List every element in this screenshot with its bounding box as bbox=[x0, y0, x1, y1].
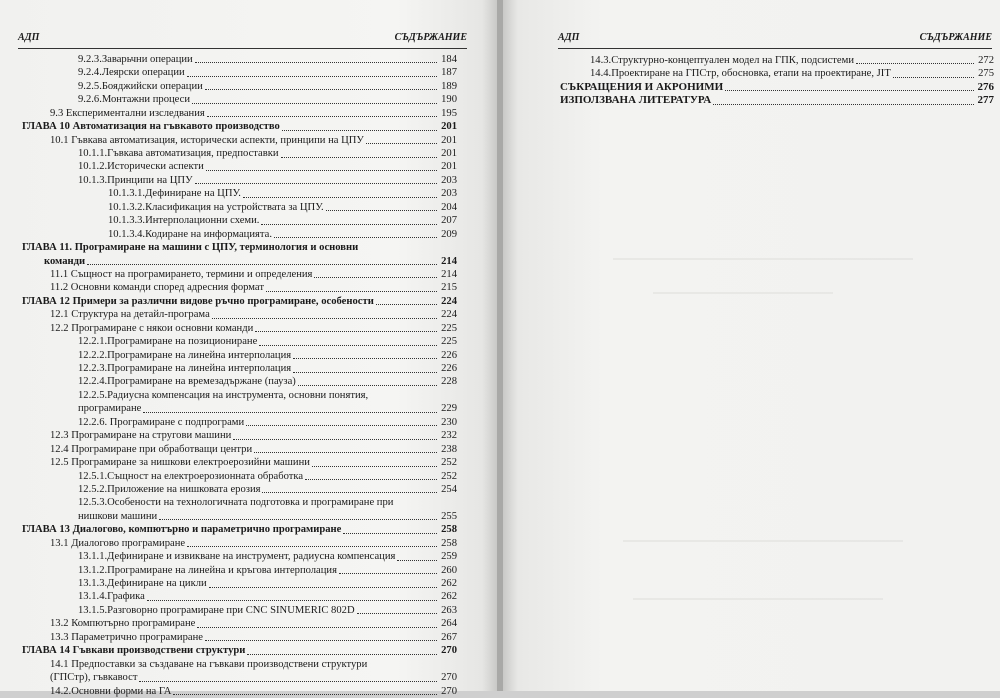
toc-entry-title: 10.1.3.2.Класификация на устройствата за ЦПУ. bbox=[108, 201, 324, 213]
toc-entry-title: СЪКРАЩЕНИЯ И АКРОНИМИ bbox=[560, 80, 724, 93]
toc-entry-title: 13.1.1.Дефиниране и извикване на инструмент, радиусна компенсация bbox=[78, 551, 396, 563]
toc-entry-title: 14.2.Основни форми на ГА bbox=[50, 685, 172, 697]
toc-entry-title: 12.2.2.Програмиране на линейна интерполация bbox=[78, 349, 292, 361]
dot-leader bbox=[274, 228, 437, 238]
toc-entry bbox=[22, 335, 457, 348]
table-of-contents bbox=[560, 54, 994, 108]
toc-entry-title: 12.3 Програмиране на стругови машини bbox=[50, 430, 232, 442]
dot-leader bbox=[370, 390, 437, 399]
toc-entry-title: ГЛАВА 12 Примери за различни видове ръчно програмиране, особености bbox=[22, 295, 374, 307]
toc-entry bbox=[22, 604, 457, 617]
dot-leader bbox=[856, 54, 974, 64]
toc-entry bbox=[22, 564, 457, 577]
toc-entry bbox=[22, 483, 457, 496]
toc-entry bbox=[22, 268, 457, 281]
toc-entry-title: 13.1.4.Графика bbox=[78, 591, 145, 603]
dot-leader bbox=[247, 645, 437, 655]
toc-entry bbox=[22, 510, 457, 523]
toc-entry-title: 14.3.Структурно-концептуален модел на ГПК, подсистеми bbox=[590, 54, 854, 66]
toc-entry bbox=[22, 107, 457, 120]
toc-entry bbox=[22, 591, 457, 604]
toc-entry-title: 12.1 Структура на детайл-програма bbox=[50, 309, 210, 321]
show-through-text bbox=[653, 292, 833, 294]
dot-leader bbox=[713, 95, 974, 105]
dot-leader bbox=[397, 551, 437, 561]
toc-page-number: 190 bbox=[441, 94, 457, 106]
dot-leader bbox=[143, 403, 437, 413]
toc-entry-title: ГЛАВА 10 Автоматизация на гъвкавото производство bbox=[22, 121, 280, 133]
toc-page-number: 262 bbox=[441, 591, 457, 603]
toc-entry-title: ГЛАВА 13 Диалогово, компютърно и параметрично програмиране bbox=[22, 524, 342, 536]
toc-entry-title: 13.2 Компютърно програмиране bbox=[50, 618, 196, 630]
dot-leader bbox=[360, 243, 437, 252]
toc-page-number: 258 bbox=[441, 537, 457, 549]
toc-entry bbox=[22, 550, 457, 563]
toc-page-number: 277 bbox=[977, 94, 994, 107]
toc-page-number: 230 bbox=[441, 416, 457, 428]
toc-entry-title: 12.5.3.Особености на технологичната подготовка и програмиране при bbox=[78, 497, 394, 509]
dot-leader bbox=[206, 161, 437, 171]
toc-page-number: 259 bbox=[441, 551, 457, 563]
toc-entry-title: ГЛАВА 11. Програмиране на машини с ЦПУ, терминология и основни bbox=[22, 242, 359, 254]
toc-page-number: 204 bbox=[441, 201, 457, 213]
dot-leader bbox=[87, 255, 437, 265]
toc-entry-title: 12.2.3.Програмиране на линейна интерполация bbox=[78, 363, 292, 375]
toc-entry-title: 9.2.4.Леярски операции bbox=[78, 67, 185, 79]
toc-entry-title: 11.1 Същност на програмирането, термини и определения bbox=[50, 268, 313, 280]
dot-leader bbox=[209, 578, 437, 588]
dot-leader bbox=[395, 498, 437, 507]
toc-entry-title: 12.2.1.Програмиране на позициониране bbox=[78, 336, 258, 348]
dot-leader bbox=[725, 81, 974, 91]
toc-page-number: 225 bbox=[441, 322, 457, 334]
toc-chapter-entry bbox=[22, 295, 457, 308]
dot-leader bbox=[254, 443, 437, 453]
toc-entry-title: 13.1.3.Дефиниране на цикли bbox=[78, 578, 207, 590]
toc-page-number: 203 bbox=[441, 188, 457, 200]
toc-page-number: 226 bbox=[441, 363, 457, 375]
toc-entry-title: нишкови машини bbox=[78, 510, 158, 522]
toc-entry bbox=[22, 429, 457, 442]
dot-leader bbox=[893, 68, 974, 78]
toc-page-number: 187 bbox=[441, 67, 457, 79]
toc-entry bbox=[22, 389, 457, 402]
toc-entry-title: 9.3 Експериментални изследвания bbox=[50, 107, 205, 119]
toc-page-number: 252 bbox=[441, 470, 457, 482]
dot-leader bbox=[357, 604, 437, 614]
toc-chapter-entry bbox=[22, 523, 457, 536]
toc-page-number: 275 bbox=[978, 68, 994, 80]
toc-entry bbox=[22, 228, 457, 241]
toc-page-number: 224 bbox=[441, 309, 457, 321]
header-rule bbox=[558, 48, 992, 49]
toc-entry-title: 10.1 Гъвкава автоматизация, исторически аспекти, принципи на ЦПУ bbox=[50, 134, 364, 146]
toc-entry bbox=[22, 456, 457, 469]
toc-entry-title: ИЗПОЛЗВАНА ЛИТЕРАТУРА bbox=[560, 94, 712, 107]
toc-entry-title: 12.5.2.Приложение на нишковата ерозия bbox=[78, 483, 261, 495]
toc-page-number: 203 bbox=[441, 174, 457, 186]
toc-entry-title: 10.1.3.4.Кодиране на информацията. bbox=[108, 228, 272, 240]
toc-entry-title: 12.2.5.Радиусна компенсация на инструмента, основни понятия, bbox=[78, 389, 369, 401]
toc-entry bbox=[22, 362, 457, 375]
toc-page-number: 228 bbox=[441, 376, 457, 388]
header-rule bbox=[18, 48, 467, 49]
dot-leader bbox=[187, 67, 437, 77]
toc-page-number: 263 bbox=[441, 604, 457, 616]
toc-entry bbox=[22, 53, 457, 66]
toc-chapter-entry bbox=[560, 94, 994, 107]
dot-leader bbox=[212, 309, 437, 319]
running-head-right: СЪДЪРЖАНИЕ bbox=[394, 32, 467, 43]
toc-entry-title: (ГПСтр), гъвкавост bbox=[50, 672, 138, 684]
toc-page-number: 232 bbox=[441, 430, 457, 442]
toc-entry-title: 14.1 Предпоставки за създаване на гъвкави производствени структури bbox=[50, 658, 368, 670]
dot-leader bbox=[233, 430, 437, 440]
toc-page-number: 270 bbox=[441, 672, 457, 684]
toc-page-number: 276 bbox=[977, 80, 994, 93]
toc-entry bbox=[22, 376, 457, 389]
dot-leader bbox=[326, 201, 437, 211]
toc-entry-title: 9.2.3.Заварьчни операции bbox=[78, 53, 193, 65]
toc-page-number: 215 bbox=[441, 282, 457, 294]
toc-entry-title: команди bbox=[44, 255, 86, 267]
toc-page-number: 214 bbox=[441, 255, 457, 267]
dot-leader bbox=[369, 659, 437, 668]
toc-page-number: 258 bbox=[441, 524, 457, 536]
dot-leader bbox=[246, 416, 437, 426]
toc-entry-title: 13.1 Диалогово програмиране bbox=[50, 537, 186, 549]
dot-leader bbox=[293, 349, 437, 359]
dot-leader bbox=[261, 215, 437, 225]
dot-leader bbox=[159, 510, 437, 520]
toc-entry bbox=[22, 93, 457, 106]
toc-chapter-entry bbox=[560, 81, 994, 94]
toc-entry-title: ГЛАВА 14 Гъвкави производствени структури bbox=[22, 645, 246, 657]
toc-entry bbox=[560, 67, 994, 80]
toc-entry bbox=[22, 201, 457, 214]
toc-entry bbox=[22, 416, 457, 429]
dot-leader bbox=[259, 336, 437, 346]
toc-entry-title: 10.1.2.Исторически аспекти bbox=[78, 161, 204, 173]
toc-entry bbox=[22, 402, 457, 415]
toc-page-number: 262 bbox=[441, 578, 457, 590]
toc-entry bbox=[22, 685, 457, 698]
dot-leader bbox=[187, 537, 437, 547]
toc-entry-title: 12.2 Програмиране с някои основни команди bbox=[50, 322, 254, 334]
right-page bbox=[503, 0, 1000, 691]
toc-page-number: 226 bbox=[441, 349, 457, 361]
dot-leader bbox=[281, 148, 437, 158]
toc-page-number: 184 bbox=[441, 53, 457, 65]
table-of-contents bbox=[22, 53, 457, 698]
toc-entry bbox=[22, 214, 457, 227]
toc-page-number: 229 bbox=[441, 403, 457, 415]
toc-entry bbox=[22, 281, 457, 294]
dot-leader bbox=[305, 470, 437, 480]
dot-leader bbox=[195, 53, 437, 63]
toc-chapter-entry bbox=[22, 241, 457, 254]
toc-entry bbox=[22, 187, 457, 200]
dot-leader bbox=[195, 174, 437, 184]
toc-page-number: 224 bbox=[441, 295, 457, 307]
dot-leader bbox=[255, 322, 437, 332]
toc-entry bbox=[22, 161, 457, 174]
toc-entry bbox=[22, 80, 457, 93]
toc-page-number: 201 bbox=[441, 161, 457, 173]
dot-leader bbox=[205, 80, 437, 90]
toc-entry-title: 10.1.3.Принципи на ЦПУ bbox=[78, 174, 193, 186]
left-page bbox=[0, 0, 497, 697]
toc-chapter-entry bbox=[22, 644, 457, 657]
dot-leader bbox=[282, 121, 437, 131]
toc-entry bbox=[22, 134, 457, 147]
running-head-left: АДП bbox=[18, 32, 40, 43]
dot-leader bbox=[266, 282, 437, 292]
toc-entry bbox=[22, 577, 457, 590]
toc-entry-title: 12.4 Програмиране при обработващи центри bbox=[50, 443, 253, 455]
dot-leader bbox=[314, 268, 437, 278]
toc-page-number: 264 bbox=[441, 618, 457, 630]
dot-leader bbox=[262, 483, 437, 493]
toc-page-number: 195 bbox=[441, 107, 457, 119]
toc-entry bbox=[22, 470, 457, 483]
toc-entry-title: 10.1.1.Гъвкава автоматизация, предпоставки bbox=[78, 148, 279, 160]
toc-entry-title: програмиране bbox=[78, 403, 142, 415]
toc-chapter-entry bbox=[22, 120, 457, 133]
toc-page-number: 201 bbox=[441, 121, 457, 133]
dot-leader bbox=[376, 295, 437, 305]
toc-entry-title: 14.4.Проектиране на ГПСтр, обосновка, етапи на проектиране, JIT bbox=[590, 68, 891, 80]
toc-entry bbox=[22, 255, 457, 268]
toc-entry bbox=[22, 671, 457, 684]
toc-entry bbox=[22, 443, 457, 456]
toc-entry-title: 9.2.6.Монтажни процеси bbox=[78, 94, 190, 106]
dot-leader bbox=[293, 363, 437, 373]
dot-leader bbox=[339, 564, 437, 574]
toc-entry bbox=[22, 174, 457, 187]
dot-leader bbox=[173, 685, 437, 695]
dot-leader bbox=[147, 591, 437, 601]
toc-entry-title: 10.1.3.3.Интерполационни схеми. bbox=[108, 215, 260, 227]
toc-entry-title: 12.5.1.Същност на електроерозионната обработка bbox=[78, 470, 304, 482]
toc-entry-title: 13.1.5.Разговорно програмиране при CNC SINUMERIC 802D bbox=[78, 604, 355, 616]
toc-entry-title: 12.2.6. Програмиране с подпрограми bbox=[78, 416, 245, 428]
toc-page-number: 201 bbox=[441, 134, 457, 146]
toc-page-number: 260 bbox=[441, 564, 457, 576]
toc-page-number: 252 bbox=[441, 457, 457, 469]
dot-leader bbox=[298, 376, 437, 386]
toc-entry bbox=[22, 308, 457, 321]
dot-leader bbox=[207, 107, 437, 117]
dot-leader bbox=[139, 672, 437, 682]
toc-entry bbox=[22, 617, 457, 630]
toc-page-number: 267 bbox=[441, 631, 457, 643]
toc-page-number: 254 bbox=[441, 483, 457, 495]
toc-entry-title: 12.5 Програмиране за нишкови електроерозийни машини bbox=[50, 457, 310, 469]
running-head bbox=[18, 32, 467, 46]
toc-entry bbox=[22, 658, 457, 671]
dot-leader bbox=[366, 134, 437, 144]
toc-page-number: 225 bbox=[441, 336, 457, 348]
show-through-text bbox=[633, 598, 883, 600]
toc-page-number: 270 bbox=[441, 685, 457, 697]
dot-leader bbox=[197, 618, 437, 628]
running-head-left: АДП bbox=[558, 32, 580, 43]
toc-entry-title: 9.2.5.Бояджийски операции bbox=[78, 80, 203, 92]
toc-entry bbox=[560, 54, 994, 67]
dot-leader bbox=[243, 188, 437, 198]
toc-entry bbox=[22, 631, 457, 644]
toc-entry-title: 11.2 Основни команди според адресния формат bbox=[50, 282, 264, 294]
toc-entry bbox=[22, 496, 457, 509]
toc-entry bbox=[22, 66, 457, 79]
toc-page-number: 270 bbox=[441, 645, 457, 657]
toc-entry bbox=[22, 349, 457, 362]
toc-page-number: 189 bbox=[441, 80, 457, 92]
show-through-text bbox=[623, 540, 903, 542]
toc-entry bbox=[22, 537, 457, 550]
toc-page-number: 201 bbox=[441, 148, 457, 160]
toc-entry bbox=[22, 147, 457, 160]
toc-page-number: 209 bbox=[441, 228, 457, 240]
running-head bbox=[558, 32, 992, 46]
toc-page-number: 214 bbox=[441, 268, 457, 280]
toc-entry-title: 13.3 Параметрично програмиране bbox=[50, 631, 203, 643]
toc-page-number: 272 bbox=[978, 54, 994, 66]
toc-entry-title: 10.1.3.1.Дефиниране на ЦПУ. bbox=[108, 188, 241, 200]
running-head-right: СЪДЪРЖАНИЕ bbox=[919, 32, 992, 43]
toc-entry-title: 13.1.2.Програмиране на линейна и кръгова интерполация bbox=[78, 564, 337, 576]
toc-entry bbox=[22, 322, 457, 335]
toc-page-number: 238 bbox=[441, 443, 457, 455]
show-through-text bbox=[613, 258, 913, 260]
toc-entry-title: 12.2.4.Програмиране на времезадържане (пауза) bbox=[78, 376, 296, 388]
dot-leader bbox=[205, 631, 437, 641]
toc-page-number: 207 bbox=[441, 215, 457, 227]
toc-page-number: 255 bbox=[441, 510, 457, 522]
dot-leader bbox=[343, 524, 437, 534]
dot-leader bbox=[312, 457, 437, 467]
dot-leader bbox=[192, 94, 437, 104]
